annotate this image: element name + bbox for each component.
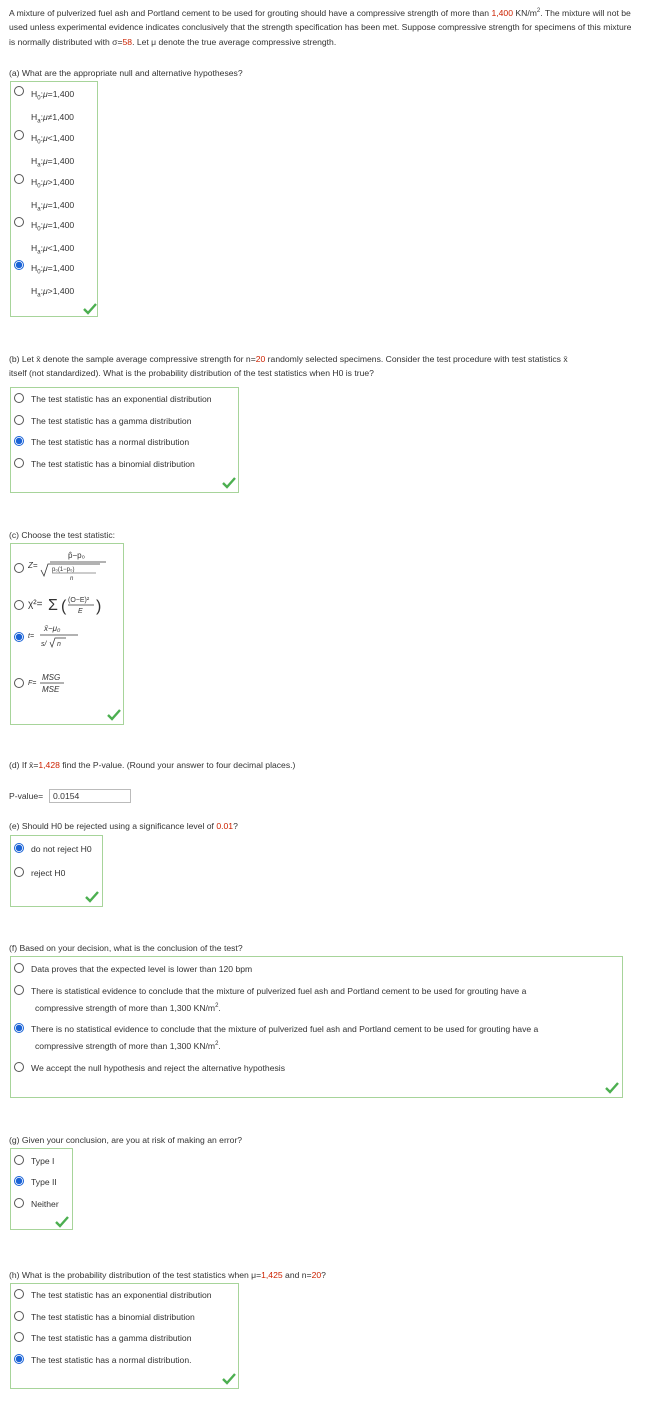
question-a: (a) What are the appropriate null and alternative hypotheses? [9, 68, 243, 78]
answer-box-f [10, 956, 623, 1098]
answer-box-h [10, 1283, 239, 1389]
strength-threshold: 1,400 [491, 7, 513, 18]
hypothesis-alt: $H_a:\mu<1,400$ [31, 242, 75, 256]
hypothesis-null: $H_0:\mu<1,400$ [31, 133, 75, 146]
checkmark-icon [85, 891, 99, 903]
pvalue-label: P-value= [9, 791, 44, 801]
option-f-2[interactable]: There is statistical evidence to conclude that the mixture of pulverized fuel ash and Portland cement to be used for grouting have a compressive strength of more than 1,300 $KN/m^2$. [14, 984, 526, 1016]
sigma-value: 58 [122, 37, 133, 48]
option-label: The test statistic has a gamma distribution [31, 1333, 192, 1343]
radio-button[interactable] [14, 1062, 24, 1072]
radio-button[interactable] [14, 563, 24, 573]
answer-box-e [10, 835, 103, 907]
option-b-4[interactable] [14, 457, 195, 471]
hypothesis-null: $H_0:\mu=1,400$ [31, 220, 75, 233]
radio-button[interactable] [14, 130, 24, 140]
option-c-f[interactable] [14, 673, 88, 697]
radio-button-selected[interactable] [14, 632, 24, 642]
hypothesis-alt: $H_a:\mu=1,400$ [31, 155, 75, 169]
radio-button[interactable] [14, 1198, 24, 1208]
svg-text:p̂−p₀: p̂−p₀ [68, 551, 85, 560]
option-label: We accept the null hypothesis and reject the alternative hypothesis [31, 1063, 285, 1073]
option-label: The test statistic has an exponential distribution [31, 1290, 212, 1300]
option-label: The test statistic has a binomial distribution [31, 1312, 195, 1322]
question-g: (g) Given your conclusion, are you at risk of making an error? [9, 1135, 243, 1145]
option-b-2[interactable] [14, 414, 192, 428]
option-label: Data proves that the expected level is lower than 120 bpm [31, 964, 253, 974]
svg-text:Σ: Σ [48, 597, 58, 614]
option-h-3[interactable] [14, 1331, 192, 1345]
question-b-text-3: itself (not standardized). What is the probability distribution of the test statistics when H0 is true? [9, 368, 374, 378]
hypothesis-null: $H_0:\mu=1,400$ [31, 263, 75, 276]
option-label: reject H0 [31, 868, 66, 878]
radio-button-selected[interactable] [14, 843, 24, 853]
svg-text:(O−E)²: (O−E)² [68, 597, 90, 604]
option-label-cont: compressive strength of more than 1,300 KN/m [35, 1002, 216, 1013]
question-h-text-3: ? [321, 1270, 326, 1280]
option-label: The test statistic has a normal distribution [31, 437, 190, 447]
radio-button[interactable] [14, 985, 24, 995]
option-label: The test statistic has a gamma distribution [31, 416, 192, 426]
svg-text:p₀(1−p₀): p₀(1−p₀) [52, 567, 75, 573]
answer-box-c [10, 543, 124, 725]
question-h [9, 1268, 326, 1282]
option-c-t[interactable] [14, 624, 98, 655]
option-label: Type I [31, 1156, 55, 1166]
option-a-5[interactable] [14, 259, 74, 304]
f-formula-icon [28, 671, 88, 697]
radio-button-selected[interactable] [14, 1176, 24, 1186]
checkmark-icon [222, 1373, 236, 1385]
option-a-2[interactable] [14, 129, 74, 174]
question-d-text-2: find the P-value. (Round your answer to four decimal places.) [59, 760, 296, 770]
intro-text-2: . The mixture will not be used unless experimental evidence indicates conclusively that the strength specification has been met. Suppose compressive strength for specimens of this mixture is normally distributed with σ= [9, 7, 632, 48]
radio-button[interactable] [14, 1332, 24, 1342]
radio-button[interactable] [14, 867, 24, 877]
t-formula-icon [28, 621, 98, 655]
radio-button[interactable] [14, 1289, 24, 1299]
svg-text:χ²=: χ²= [28, 599, 43, 610]
checkmark-icon [83, 303, 97, 315]
svg-text:x̄−μ₀: x̄−μ₀ [44, 624, 61, 633]
answer-box-a [10, 81, 98, 317]
alpha-value: 0.01 [216, 821, 234, 831]
svg-text:t=: t= [28, 633, 35, 640]
radio-button[interactable] [14, 415, 24, 425]
question-d-text: (d) If x̄= [9, 760, 39, 770]
hypothesis-null: $H_0:\mu=1,400$ [31, 89, 75, 102]
option-e-2[interactable] [14, 866, 65, 880]
option-label: The test statistic has a normal distribution. [31, 1355, 192, 1365]
xbar-value: 1,428 [38, 760, 60, 770]
question-h-text-2: and n= [282, 1270, 312, 1280]
radio-button-selected[interactable] [14, 436, 24, 446]
question-b [9, 352, 649, 380]
question-b-text-2: randomly selected specimens. Consider the test procedure with test statistics x̄ [265, 354, 568, 364]
question-e [9, 819, 238, 833]
svg-text:E: E [78, 608, 83, 615]
option-label: Type II [31, 1177, 57, 1187]
question-h-text: (h) What is the probability distribution of the test statistics when μ= [9, 1270, 262, 1280]
checkmark-icon [107, 709, 121, 721]
hypothesis-alt: $H_a:\mu>1,400$ [31, 285, 75, 299]
sample-size: 20 [255, 354, 266, 364]
radio-button[interactable] [14, 217, 24, 227]
z-formula-icon [28, 548, 108, 584]
hypothesis-alt: $H_a:\mu\ne 1,400$ [31, 111, 74, 125]
checkmark-icon [605, 1082, 619, 1094]
sample-size-h: 20 [311, 1270, 322, 1280]
checkmark-icon [55, 1216, 69, 1228]
option-h-2[interactable] [14, 1310, 195, 1324]
question-b-text: (b) Let x̄ denote the sample average compressive strength for n= [9, 354, 256, 364]
option-a-4[interactable] [14, 216, 74, 261]
option-h-4[interactable] [14, 1353, 192, 1367]
hypothesis-null: $H_0:\mu>1,400$ [31, 177, 75, 190]
checkmark-icon [222, 477, 236, 489]
svg-text:(: ( [61, 598, 67, 615]
option-f-3[interactable]: There is no statistical evidence to conclude that the mixture of pulverized fuel ash and Portland cement to be used for grouting have a compressive strength of more than 1,300 $KN/m^2$. [14, 1022, 538, 1054]
svg-text:n: n [70, 576, 74, 582]
radio-button-selected[interactable] [14, 260, 24, 270]
option-b-1[interactable] [14, 392, 212, 406]
option-label: do not reject H0 [31, 844, 92, 854]
option-g-2[interactable] [14, 1175, 57, 1189]
option-c-z[interactable] [14, 551, 108, 584]
intro-text-3: . Let μ denote the true average compressive strength. [132, 37, 337, 48]
radio-button[interactable] [14, 174, 24, 184]
option-g-3[interactable] [14, 1197, 59, 1211]
radio-button[interactable] [14, 458, 24, 468]
chi-square-formula-icon [28, 591, 108, 619]
radio-button-selected[interactable] [14, 1023, 24, 1033]
radio-button[interactable] [14, 1155, 24, 1165]
option-label: Neither [31, 1199, 59, 1209]
radio-button[interactable] [14, 1311, 24, 1321]
option-a-1[interactable] [14, 85, 74, 130]
radio-button[interactable] [14, 678, 24, 688]
option-h-1[interactable] [14, 1288, 212, 1302]
svg-text:MSG: MSG [42, 673, 61, 682]
question-c: (c) Choose the test statistic: [9, 530, 116, 540]
svg-text:F=: F= [28, 680, 37, 687]
option-label: The test statistic has a binomial distribution [31, 459, 195, 469]
option-f-4[interactable] [14, 1061, 285, 1075]
intro-text: A mixture of pulverized fuel ash and Portland cement to be used for grouting should have a compressive strength of more than [9, 7, 492, 18]
radio-button[interactable] [14, 393, 24, 403]
radio-button[interactable] [14, 86, 24, 96]
option-g-1[interactable] [14, 1154, 54, 1168]
radio-button[interactable] [14, 600, 24, 610]
pvalue-input[interactable]: 0.0154 [49, 789, 131, 803]
option-b-3[interactable] [14, 435, 189, 449]
unit-text: KN/m [513, 7, 537, 18]
option-label: The test statistic has an exponential distribution [31, 394, 212, 404]
svg-text:n: n [57, 641, 61, 648]
option-label: There is no statistical evidence to conclude that the mixture of pulverized fuel ash and Portland cement to be used for grouting have a [31, 1024, 539, 1034]
mu-value: 1,425 [261, 1270, 283, 1280]
question-d [9, 758, 295, 772]
hypothesis-alt: $H_a:\mu=1,400$ [31, 199, 75, 213]
answer-box-g [10, 1148, 73, 1230]
option-e-1[interactable] [14, 842, 92, 856]
answer-box-b [10, 387, 239, 493]
option-label-cont: compressive strength of more than 1,300 KN/m [35, 1040, 216, 1051]
option-c-chi[interactable] [14, 599, 108, 619]
radio-button-selected[interactable] [14, 1354, 24, 1364]
question-e-text: (e) Should H0 be rejected using a significance level of [9, 821, 217, 831]
option-label: There is statistical evidence to conclude that the mixture of pulverized fuel ash and Portland cement to be used for grouting have a [31, 986, 527, 996]
svg-text:MSE: MSE [42, 685, 60, 694]
radio-button[interactable] [14, 963, 24, 973]
svg-text:s/: s/ [41, 641, 47, 648]
svg-text:): ) [96, 598, 102, 615]
question-f: (f) Based on your decision, what is the conclusion of the test? [9, 943, 243, 953]
option-f-1[interactable] [14, 962, 252, 976]
option-a-3[interactable] [14, 173, 74, 218]
problem-intro: A mixture of pulverized fuel ash and Portland cement to be used for grouting should have a compressive strength of more than 1,400 $KN/m^2$. The mixture will not be used unless experimental evidence indicates conclusively that the strength specification has been met. Suppose compressive strength for specimens of this mixture is normally distributed with σ=58. Let μ denote the true average compressive strength. [9, 7, 632, 48]
question-e-text-2: ? [233, 821, 238, 831]
svg-text:Z=: Z= [28, 561, 38, 570]
